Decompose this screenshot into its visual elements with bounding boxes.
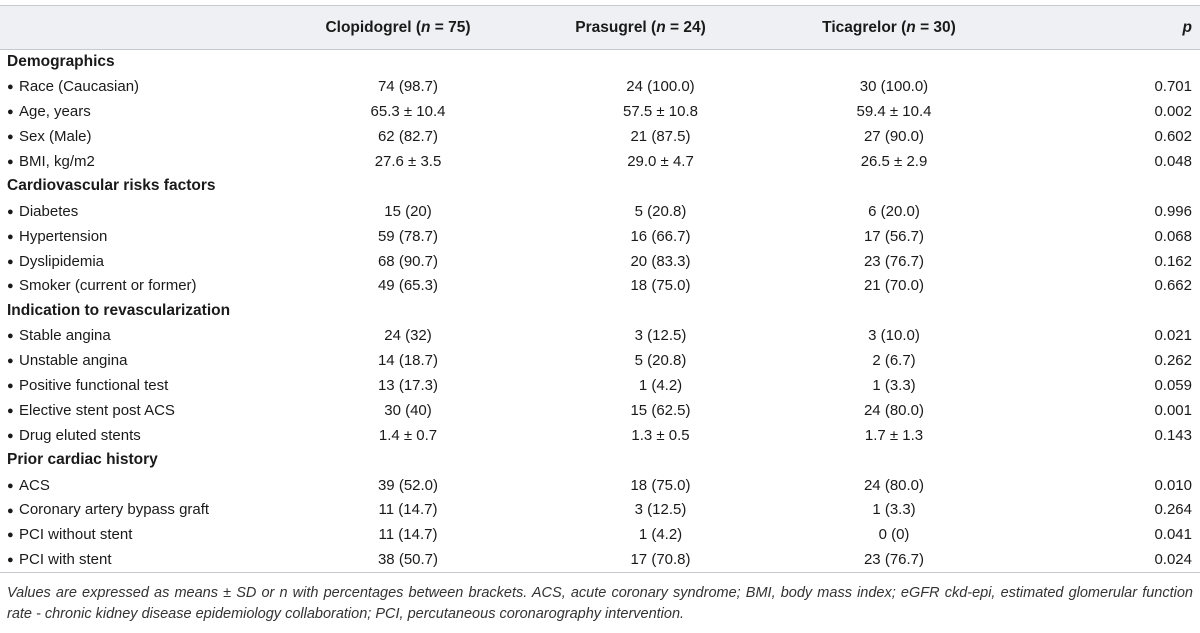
- row-label: ACS: [19, 476, 50, 494]
- ticagrelor-value: 23 (76.7): [863, 252, 925, 270]
- row-label-cell: [0, 398, 288, 423]
- row-label-cell: [0, 348, 288, 373]
- row-label-cell: [0, 149, 288, 174]
- clopidogrel-value: 30 (40): [384, 401, 432, 419]
- row-label: Stable angina: [19, 327, 111, 345]
- clopidogrel-value: 24 (32): [384, 327, 432, 345]
- prasugrel-value: 3 (12.5): [634, 327, 687, 345]
- p-value: 0.602: [1154, 128, 1192, 146]
- prasugrel-value: 3 (12.5): [634, 501, 687, 519]
- clopidogrel-value: 68 (90.7): [377, 252, 439, 270]
- ticagrelor-value: 27 (90.0): [863, 128, 925, 146]
- row-label-cell: [0, 224, 288, 249]
- bullet-icon: ●: [7, 529, 14, 542]
- bullet-icon: ●: [7, 131, 14, 144]
- row-label: BMI, kg/m2: [19, 153, 95, 170]
- row-label: Unstable angina: [19, 352, 128, 370]
- header-label: [0, 6, 288, 50]
- row-label-cell: [0, 74, 288, 99]
- bullet-icon: ●: [7, 504, 14, 517]
- section-title: Indication to revascularization: [7, 301, 231, 319]
- ticagrelor-value: 6 (20.0): [868, 202, 920, 220]
- p-value: 0.264: [1154, 501, 1192, 519]
- prasugrel-value: 1.3 ± 0.5: [631, 426, 690, 444]
- row-label-cell: [0, 124, 288, 149]
- prasugrel-value: 18 (75.0): [630, 277, 691, 295]
- table-row: [0, 522, 1200, 547]
- clopidogrel-value: 65.3 ± 10.4: [370, 103, 446, 121]
- section-title: Prior cardiac history: [7, 451, 158, 469]
- section-header-row: [0, 174, 1200, 199]
- prasugrel-value: 18 (75.0): [630, 476, 691, 494]
- prasugrel-value: 21 (87.5): [630, 128, 691, 146]
- baseline-characteristics-table: [0, 5, 1200, 573]
- bullet-icon: ●: [7, 330, 14, 343]
- p-value: 0.002: [1154, 103, 1192, 121]
- section-header-row: [0, 50, 1200, 75]
- section-title: Demographics: [7, 53, 115, 71]
- table-row: [0, 224, 1200, 249]
- prasugrel-value: 29.0 ± 4.7: [627, 153, 694, 170]
- row-label-cell: [0, 199, 288, 224]
- ticagrelor-value: 30 (100.0): [859, 78, 929, 96]
- row-label: Sex (Male): [19, 128, 92, 146]
- table-row: [0, 249, 1200, 274]
- prasugrel-value: 15 (62.5): [630, 401, 691, 419]
- table-row: [0, 473, 1200, 498]
- p-value: 0.701: [1154, 78, 1192, 96]
- bullet-icon: ●: [7, 205, 14, 218]
- row-label: Dyslipidemia: [19, 252, 105, 270]
- clopidogrel-value: 59 (78.7): [377, 227, 439, 245]
- table-body: [0, 50, 1200, 573]
- section-header-row: [0, 298, 1200, 323]
- table-row: [0, 423, 1200, 448]
- prasugrel-value: 20 (83.3): [630, 252, 691, 270]
- row-label-cell: [0, 473, 288, 498]
- table-header: [0, 6, 1200, 50]
- ticagrelor-value: 24 (80.0): [863, 476, 925, 494]
- clopidogrel-value: 11 (14.7): [378, 501, 438, 519]
- bullet-icon: ●: [7, 230, 14, 243]
- row-label-cell: [0, 274, 288, 299]
- bullet-icon: ●: [7, 380, 14, 393]
- table-row: [0, 373, 1200, 398]
- table-row: [0, 74, 1200, 99]
- row-label: Diabetes: [19, 202, 79, 220]
- row-label: Smoker (current or former): [19, 277, 197, 295]
- clopidogrel-value: 49 (65.3): [377, 277, 439, 295]
- header-row: [0, 6, 1200, 50]
- section-header-row: [0, 448, 1200, 473]
- ticagrelor-value: 0 (0): [878, 526, 910, 544]
- row-label: Hypertension: [19, 227, 108, 245]
- ticagrelor-value: 1.7 ± 1.3: [864, 426, 924, 444]
- ticagrelor-value: 21 (70.0): [863, 277, 925, 295]
- p-value: 0.068: [1154, 227, 1192, 245]
- ticagrelor-value: 23 (76.7): [863, 551, 925, 568]
- prasugrel-value: 1 (4.2): [638, 377, 683, 395]
- header-clopidogrel: Clopidogrel (n = 75): [325, 18, 471, 36]
- bullet-icon: ●: [7, 554, 14, 567]
- ticagrelor-value: 59.4 ± 10.4: [856, 103, 932, 121]
- ticagrelor-value: 24 (80.0): [863, 401, 925, 419]
- bullet-icon: ●: [7, 355, 14, 368]
- bullet-icon: ●: [7, 255, 14, 268]
- row-label: PCI without stent: [19, 526, 133, 544]
- section-title: Cardiovascular risks factors: [7, 177, 216, 195]
- table-row: [0, 124, 1200, 149]
- p-value: 0.010: [1154, 476, 1192, 494]
- row-label: Coronary artery bypass graft: [19, 501, 210, 519]
- table-row: [0, 149, 1200, 174]
- header-prasugrel: Prasugrel (n = 24): [575, 18, 706, 36]
- table-footnote: Values are expressed as means ± SD or n with percentages between brackets. ACS, acute coronary syndrome; BMI, body mass index; eGFR ckd-epi, estimated glomerular function rate - chronic kidney disease epidemiology collaboration; PCI, percutaneous coronarography intervention.: [7, 585, 1193, 622]
- p-value: 0.041: [1154, 526, 1192, 544]
- row-label: Positive functional test: [19, 377, 169, 395]
- ticagrelor-value: 2 (6.7): [872, 352, 916, 370]
- prasugrel-value: 1 (4.2): [638, 526, 683, 544]
- p-value: 0.021: [1154, 327, 1192, 345]
- table-row: [0, 274, 1200, 299]
- clopidogrel-value: 11 (14.7): [378, 526, 438, 544]
- prasugrel-value: 5 (20.8): [634, 352, 687, 370]
- ticagrelor-value: 1 (3.3): [872, 377, 916, 395]
- prasugrel-value: 16 (66.7): [630, 227, 691, 245]
- clopidogrel-value: 15 (20): [384, 202, 432, 220]
- p-value: 0.162: [1154, 252, 1192, 270]
- row-label-cell: [0, 522, 288, 547]
- table-row: [0, 323, 1200, 348]
- row-label-cell: [0, 498, 288, 523]
- bullet-icon: ●: [7, 479, 14, 492]
- prasugrel-value: 17 (70.8): [630, 551, 691, 568]
- clopidogrel-value: 62 (82.7): [377, 128, 439, 146]
- row-label: Age, years: [19, 103, 91, 121]
- clopidogrel-value: 38 (50.7): [377, 551, 439, 568]
- table-row: [0, 199, 1200, 224]
- p-value: 0.048: [1154, 153, 1192, 170]
- clopidogrel-value: 39 (52.0): [377, 476, 439, 494]
- table-row: [0, 547, 1200, 572]
- clopidogrel-value: 14 (18.7): [377, 352, 439, 370]
- p-value: 0.059: [1154, 377, 1192, 395]
- bullet-icon: ●: [7, 156, 14, 169]
- bullet-icon: ●: [7, 429, 14, 442]
- row-label-cell: [0, 99, 288, 124]
- prasugrel-value: 5 (20.8): [634, 202, 687, 220]
- p-value: 0.662: [1154, 277, 1192, 295]
- header-ticagrelor: Ticagrelor (n = 30): [822, 18, 956, 36]
- p-value: 0.996: [1154, 202, 1192, 220]
- row-label-cell: [0, 547, 288, 572]
- row-label: Elective stent post ACS: [19, 401, 175, 419]
- bullet-icon: ●: [7, 106, 14, 119]
- ticagrelor-value: 3 (10.0): [868, 327, 920, 345]
- row-label-cell: [0, 249, 288, 274]
- p-value: 0.262: [1154, 352, 1192, 370]
- header-p-value: p: [1182, 18, 1192, 36]
- row-label: Drug eluted stents: [19, 426, 141, 444]
- row-label: PCI with stent: [19, 551, 112, 568]
- clopidogrel-value: 1.4 ± 0.7: [378, 426, 438, 444]
- clopidogrel-value: 13 (17.3): [377, 377, 439, 395]
- bullet-icon: ●: [7, 280, 14, 293]
- prasugrel-value: 24 (100.0): [626, 78, 695, 96]
- table-row: [0, 348, 1200, 373]
- clopidogrel-value: 27.6 ± 3.5: [374, 153, 442, 170]
- row-label-cell: [0, 323, 288, 348]
- clopidogrel-value: 74 (98.7): [377, 78, 439, 96]
- bullet-icon: ●: [7, 404, 14, 417]
- prasugrel-value: 57.5 ± 10.8: [623, 103, 698, 121]
- table-row: [0, 498, 1200, 523]
- bullet-icon: ●: [7, 81, 14, 94]
- ticagrelor-value: 17 (56.7): [863, 227, 925, 245]
- p-value: 0.001: [1154, 401, 1192, 419]
- table-row: [0, 398, 1200, 423]
- ticagrelor-value: 1 (3.3): [872, 501, 916, 519]
- row-label-cell: [0, 423, 288, 448]
- row-label-cell: [0, 373, 288, 398]
- ticagrelor-value: 26.5 ± 2.9: [860, 153, 928, 170]
- p-value: 0.024: [1154, 551, 1192, 568]
- row-label: Race (Caucasian): [19, 78, 140, 96]
- p-value: 0.143: [1154, 426, 1192, 444]
- table-row: [0, 99, 1200, 124]
